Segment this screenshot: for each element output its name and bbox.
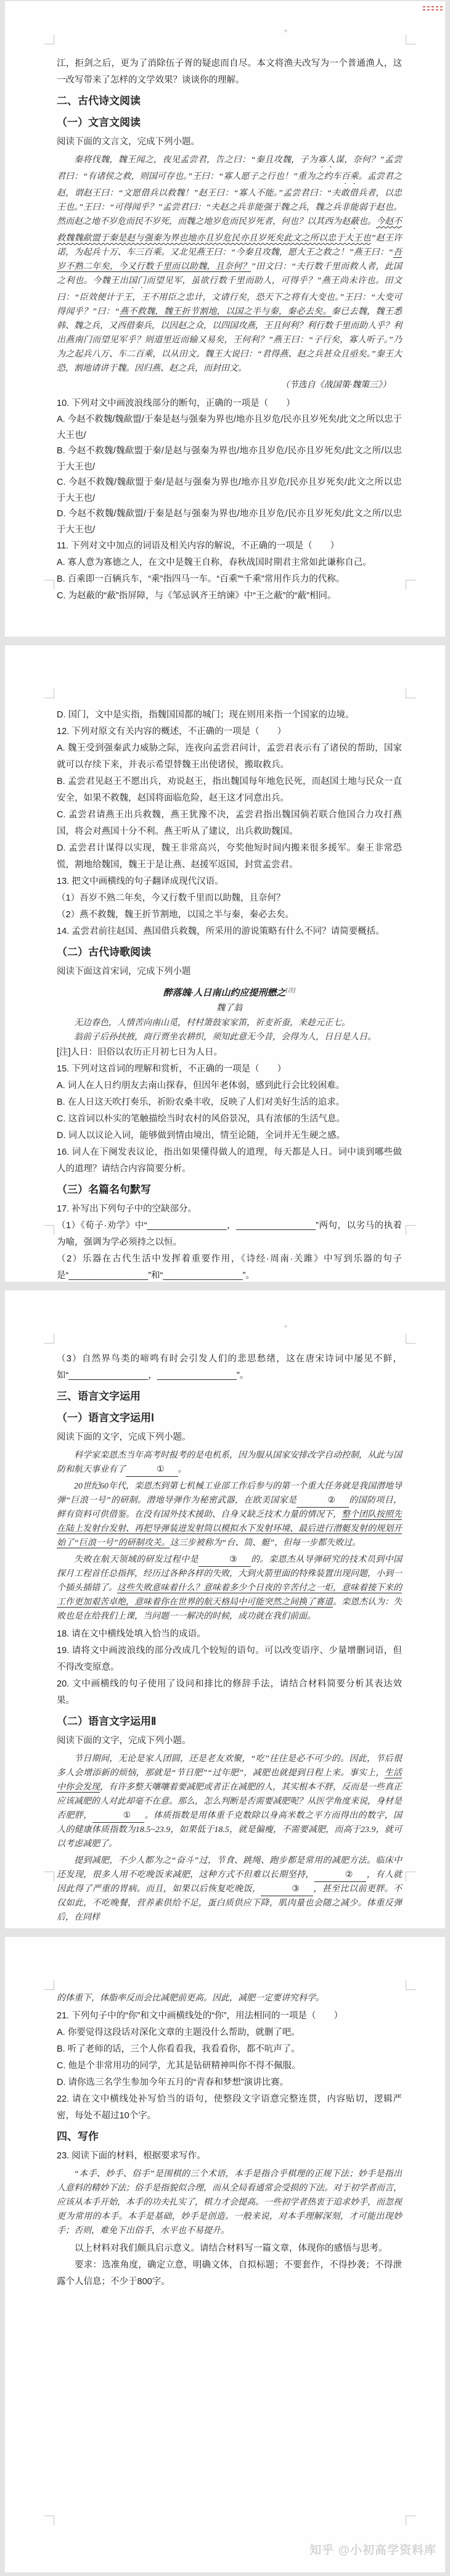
essay-instruction: 以上材料对我们颇具启示意义。请结合材料写一篇文章，体现你的感悟与思考。 xyxy=(75,2244,388,2253)
option-12-c: C. 孟尝君请燕王出兵救魏，燕王犹豫不决，孟尝君指出魏国倘若联合他国合力攻打燕国，将会对燕国十分不利。燕王听从了建议，出兵救助魏国。 xyxy=(57,810,402,836)
margin-mark-icon xyxy=(44,2516,54,2525)
language-passage-2-continuation: 的体重下，体脂率反而会比减肥前更高。因此，减肥一定要讲究科学。 xyxy=(57,1994,324,2003)
passage-segment: 秦将伐魏，魏王闻之，夜见孟尝君，告之曰：“秦且攻魏，子为 xyxy=(74,155,318,165)
circled-number-1: ① xyxy=(123,1811,131,1820)
zhihu-watermark: 知乎 @小初高学资料库 xyxy=(309,2544,436,2557)
subsection-heading-classical-prose: （一）文言文阅读 xyxy=(57,117,141,128)
language-passage-2-para-1 xyxy=(57,1752,402,1851)
margin-mark-icon xyxy=(406,1334,415,1344)
option-15-d: D. 词人以议论入词，能够做到情由境出，情至论随，全词并无生硬之感。 xyxy=(57,1131,346,1141)
passage-segment: 的。栾恩杰从导弹研究的技术员到中国探月工程首任总指挥，经历过各种各样的失败，大到火箭里面的特殊装置出现问题，小到一个插头插错了。 xyxy=(57,1555,403,1593)
question-9-tail: 江，拒剑之后，更为了消除伍子胥的疑虑而自尽。本文将渔夫改写为一个普通渔人，这一改写带来了怎样的文学效果？谈谈你的理解。 xyxy=(57,59,402,85)
fill-blank-1 xyxy=(126,1464,178,1477)
option-21-a: A. 你要觉得这段话对深化文章的主题没什么帮助，就删了吧。 xyxy=(57,2028,300,2037)
poem-footnote: [注]人日：旧俗以农历正月初七日为人日。 xyxy=(57,1047,223,1057)
language-passage-2-para-2 xyxy=(57,1854,402,1925)
passage-segment: 。体质指数是用体重千克数除以身高米数之平方而得出的数字，国人的健康体质指数为18.5~23.9，如果低于18.5，就是偏瘦，不需要减肥，而高于23.9，就可以考虑减肥了。 xyxy=(57,1811,403,1849)
question-13-sentence-2: （2）燕不救魏，魏王折节割地，以国之半与秦，秦必去矣。 xyxy=(57,910,295,920)
underlined-long-sentence: 整个团队按照先在陆上发射台发射、再把导弹装进发射筒以模拟水下发射环境、最后进行潜艇发射的规划开始了“巨浪一号”的研制攻关。 xyxy=(57,1510,402,1548)
passage-segment: 秦已去魏，魏王悉韩、魏之兵，又西借秦兵，以因赵之众，以四国攻燕，王且何利？利行数千里而助人乎？利出燕南门而望见军乎？则道里近而输又易矣，王何利？”燕王曰：“子行矣，寡人听子。”乃为之起兵八万、车二百乘，以从田文。魏王大说曰：“君得燕、赵之兵甚众且亟矣。”秦王大恐，割地请讲于魏。因归燕、赵之兵，而封田文。 xyxy=(57,307,403,373)
question-10-stem: 10. 下列对文中画波浪线部分的断句，正确的一项是（ ） xyxy=(57,398,295,408)
question-22-stem: 22. 请在文中横线处补写恰当的语句，使整段文字语意完整连贯，内容贴切，逻辑严密，每处不超过10个字。 xyxy=(57,2094,402,2121)
page-2 xyxy=(5,645,445,1282)
poem-title-note-marker: [注] xyxy=(285,987,296,993)
language-passage-1-para-1 xyxy=(57,1448,402,1477)
margin-mark-icon xyxy=(44,1334,54,1344)
circled-number-3: ③ xyxy=(229,1555,237,1564)
fill-blank-2 xyxy=(314,1869,367,1882)
passage-segment: 这三步被称为“台、筒、艇”，但每一步都失败过。 xyxy=(170,1538,361,1548)
poem-author: 魏了翁 xyxy=(216,1004,242,1013)
section-heading-ancient-reading: 二、古代诗文阅读 xyxy=(57,95,141,107)
question-17-item-3: （3）自然界鸟类的啼鸣有时会引发人们的悲思愁绪，这在唐宋诗词中屡见不鲜，如“________________，________________”。 xyxy=(57,1354,402,1381)
passage-segment: 。 xyxy=(178,1465,187,1474)
fill-blank-2 xyxy=(297,1495,349,1508)
option-10-d: D. 今赵不救魏/魏歃盟/于秦是赵与强秦为界也/地亦且岁危/民亦且岁死矣/此文之所/以忠于大王也/ xyxy=(57,509,402,535)
passage-segment: ，有许多整天嚷嚷着要减肥或者正在减肥的人，其实根本不胖，反而是一些真正应该减肥的人对此却毫不在意。那么，怎么判断是否需要减肥呢？从医学角度来说，身材是否肥胖， xyxy=(57,1783,402,1820)
option-11-c: C. 为赵蔽的“蔽”指屏障，与《邹忌讽齐王纳谏》中“王之蔽”的“蔽”相同。 xyxy=(57,591,337,601)
option-15-c: C. 这首词以朴实的笔触描绘当时农村的风俗景况，具有浓郁的生活气息。 xyxy=(57,1114,346,1124)
option-11-d: D. 国门，文中是实指，指魏国国都的城门；现在则用来指一个国家的边境。 xyxy=(57,710,354,720)
fill-blank-3 xyxy=(261,1883,313,1896)
subsection-heading-ancient-poetry: （二）古代诗歌阅读 xyxy=(57,946,151,958)
subsection-heading-language-use-2: （二）语言文字运用Ⅱ xyxy=(57,1715,157,1727)
margin-mark-icon xyxy=(44,688,54,698)
margin-mark-icon xyxy=(406,2516,415,2525)
question-11-stem: 11. 下列对文中加点的词语及相关内容的解说，不正确的一项是（ ） xyxy=(57,541,340,551)
passage-segment: 。栾恩杰认为：失败也是在给我们上课，当问题一一解决的时候，成功就在我们前面。 xyxy=(57,1598,402,1621)
page-1 xyxy=(5,1,445,637)
margin-mark-icon xyxy=(44,580,54,590)
registration-plus-icon: + xyxy=(284,1322,288,1331)
passage-segment: 也。 xyxy=(359,217,376,226)
option-12-b: B. 孟尝君见赵王不愿出兵，劝说赵王，指出魏国每年地危民死，而赵国土地与民众一直安全，如果不救魏，赵国将面临危险，赵王这才同意出兵。 xyxy=(57,777,402,803)
reading-instruction: 阅读下面的文字，完成下列小题。 xyxy=(57,1736,191,1746)
dotted-term-guomen: 国门 xyxy=(128,276,147,286)
passage-segment: 节日期间，无论是家人团圆，还是老友欢聚，“吃”往往是必不可少的。因此，节后很多人会增添新的烦恼，那就是“节日肥”“过年肥”，减肥也就提到日程上来。事实上， xyxy=(57,1754,402,1778)
option-10-b: B. 今赵不救魏/魏歃盟于秦/是赵与强秦为界也/地亦且岁危/民亦且岁死矣/此文之所/以忠于大王也/ xyxy=(57,446,402,472)
question-13-stem: 13. 把文中画横线的句子翻译成现代汉语。 xyxy=(57,877,224,886)
page-3 xyxy=(5,1290,445,1928)
underlined-sentence-2: 燕不救魏，魏王折节割地，以国之半与秦，秦必去矣。 xyxy=(119,307,332,316)
question-15-stem: 15. 下列对这首词的理解和赏析，不正确的一项是（ ） xyxy=(57,1064,287,1074)
reading-instruction: 阅读下面的文言文，完成下列小题。 xyxy=(57,137,200,147)
classical-passage xyxy=(57,153,402,376)
subsection-heading-dictation: （三）名篇名句默写 xyxy=(57,1184,151,1195)
margin-mark-icon xyxy=(406,580,415,590)
fill-blank-1 xyxy=(92,1810,145,1823)
margin-mark-icon xyxy=(406,688,415,698)
margin-mark-icon xyxy=(406,1225,415,1235)
passage-segment: 失败在航天领域的研发过程中是 xyxy=(74,1555,199,1564)
underlined-rhetoric-sentence: 这些失败意味着什么？意味着多少个日夜的辛苦付之一炬，意味着接下来的工作更加艰苦卓绝，意味着你在世界的航天格局中可能突然之间换了赛道 xyxy=(57,1583,402,1607)
dotted-term-bi: 蔽 xyxy=(350,217,359,226)
margin-mark-icon xyxy=(406,35,415,44)
option-15-b: B. 在人日这天吹打奏乐，祈盼农桑丰收，反映了人们对美好生活的追求。 xyxy=(57,1097,345,1107)
page-4 xyxy=(5,1937,445,2572)
passage-segment: ”赵王许诺，为起兵十万、车三百乘。又北见燕王曰：“今秦且攻魏，愿大王之救之！”燕王曰：“ xyxy=(57,234,402,257)
circled-number-2: ② xyxy=(327,1496,335,1505)
option-11-b: B. 百乘即一百辆兵车，“乘”指四马一车。“百乘”“千乘”常用作兵力的代称。 xyxy=(57,574,345,584)
margin-mark-icon xyxy=(406,1980,415,1990)
question-17-item-2: （2）乐器在古代生活中发挥着重要作用，《诗经·周南·关雎》中写到乐器的句子是“________________”和“________________”。 xyxy=(57,1254,402,1281)
poem-title xyxy=(57,982,402,1001)
question-20-stem: 20. 文中画横线的句子使用了设问和排比的修辞手法，请结合材料简要分析其表达效果。 xyxy=(57,1679,402,1706)
margin-mark-icon xyxy=(44,1980,54,1990)
option-12-d: D. 孟尝君计谋得以实现，魏王非常高兴，夸奖他短时间内搬来很多援军。秦王非常恐慌，割地给魏国，魏王于是让燕、赵援军返国，封赏孟尝君。 xyxy=(57,843,402,870)
poem-line-1: 无边春色，人情苦向南山觅，村村箫鼓家家笛，祈麦祈蚕，来趁元正七。 xyxy=(74,1018,350,1028)
underlined-ni-clause: 生活中你会发现 xyxy=(57,1769,402,1792)
option-21-b: B. 听了老师的话，三个人你看看我，我看看你，都不吭声了。 xyxy=(57,2044,300,2054)
circled-number-2: ② xyxy=(345,1870,353,1880)
margin-mark-icon xyxy=(44,1872,54,1881)
reading-instruction: 阅读下面的文字，完成下列小题。 xyxy=(57,1432,191,1442)
reading-instruction: 阅读下面这首宋词，完成下列小题 xyxy=(57,967,191,976)
option-10-a: A. 今赵不救魏/魏歃盟/于秦是赵与强秦为界也/地亦且岁危/民亦且岁死矣/此文之所以忠于大王也/ xyxy=(57,415,402,440)
wavy-underlined-clause: 今赵不救魏魏歃盟于秦是赵与强秦为界也地亦且岁危民亦且岁死矣此文之所以忠于大王也 xyxy=(57,217,402,243)
section-heading-language-use: 三、语言文字运用 xyxy=(57,1390,141,1402)
question-23-stem: 23. 阅读下面的材料，根据要求写作。 xyxy=(57,2151,206,2161)
subsection-heading-language-use-1: （一）语言文字运用Ⅰ xyxy=(57,1412,155,1424)
margin-mark-icon xyxy=(44,1225,54,1235)
essay-material: “本手、妙手、俗手”是围棋的三个术语，本手是指合乎棋理的正规下法；妙手是指出人意料的精妙下法；俗手是指貌似合理，而从全局看通常会受损的下法。对于初学者而言，应该从本手开始，本手的功夫扎实了，棋力才会提高。一些初学者热衷于追求妙手，而忽视更为常用的本手。本手是基础，妙手是创造。一般来说，对本手理解深刻，才可能出现妙手；否则，难免下出俗手，水平也不易提升。 xyxy=(57,2169,402,2235)
option-11-a: A. 寡人意为寡德之人，在文中是魏王自称，春秋战国时期君主常如此谦称自己。 xyxy=(57,558,372,568)
fill-blank-3 xyxy=(198,1554,251,1567)
passage-segment: 谋，奈何？”孟尝君曰：“有诸侯之救，则国可存也。”王曰：“寡人愿子之行也！”重为之约车 xyxy=(57,155,402,181)
passage-segment: ”田文曰：“夫行数千里而救人者，此国之利也。今魏王出 xyxy=(57,262,403,286)
option-12-a: A. 魏王受到强秦武力威胁之际，连夜向孟尝君问计，孟尝君表示有了诸侯的帮助，国家就可以存续下来，并表示希望替魏王出使诸侯，搬取救兵。 xyxy=(57,743,402,770)
option-21-c: C. 他是个非常用功的同学，尤其是钻研精神叫你不得不佩服。 xyxy=(57,2061,301,2071)
passage-segment: 提到减肥，不少人都为之“奋斗”过，节食、跳绳、跑步都是常用的减肥方法。临床中还发现，很多人用不吃晚饭来减肥，这种方式不但难以长期坚持， xyxy=(57,1856,402,1880)
question-18-stem: 18. 请在文中横线处填入恰当的成语。 xyxy=(57,1629,206,1639)
dotted-term-guaren: 寡人 xyxy=(317,155,335,165)
question-21-stem: 21. 下列句子中的“你”和文中画横线处的“你”，用法相同的一项是（ ） xyxy=(57,2011,343,2021)
question-12-stem: 12. 下列对原文有关内容的概述，不正确的一项是（ ） xyxy=(57,727,287,737)
underlined-sentence-1: 吾岁不熟二年矣，今又行数千里而以助魏，且奈何？ xyxy=(57,248,403,271)
margin-mark-icon xyxy=(44,35,54,44)
question-17-stem: 17. 补写出下列句子中的空缺部分。 xyxy=(57,1204,197,1214)
passage-segment: ，甚至比以前更胖。不仅如此，不吃晚餐，营养素供给不足，蛋白质供应下降，肌肉量也会随之减少。体重反弹后，在同样 xyxy=(57,1885,403,1922)
circled-number-3: ③ xyxy=(292,1885,300,1894)
passage-segment: 。孟尝君之赵，谓赵王曰：“文愿借兵以救魏！”赵王曰：“寡人不能。”孟尝君曰：“夫敢借兵者，以忠王也。”王曰：“可得闻乎？”孟尝君曰：“夫赵之兵非能强于魏之兵，魏之兵非能弱于赵也。然而赵之地不岁危而民不岁死，而魏之地岁危而民岁死者，何也？以其西为赵 xyxy=(57,172,402,226)
passage-segment: 科学家栾恩杰当年高考时报考的是电机系，因为服从国家安排改学自动控制，从此与国防和航天事业有了 xyxy=(57,1451,402,1474)
passage-segment: 的国防项目，鲜有资料可供借鉴。在没有国外技术援助、自身又缺乏技术力量的情况下， xyxy=(57,1496,402,1519)
circled-number-1: ① xyxy=(157,1465,165,1474)
option-10-c: C. 今赵不救魏/魏歃盟于秦/是赵与强秦为界也/地亦且岁危/民亦且岁死矣/此文之所以忠于大王也/ xyxy=(57,477,402,503)
question-17-item-1: （1）《荀子·劝学》中“________________，________________”两句，以劣马的执着为喻，强调为学必须持之以恒。 xyxy=(57,1221,402,1247)
poem-line-2: 翁前子后孙扶掖，商行贾坐农耕织，须知此意无今昔，会得为人，日日是人日。 xyxy=(74,1033,376,1042)
section-heading-writing: 四、写作 xyxy=(57,2131,99,2142)
red-scan-marks xyxy=(423,4,444,13)
language-passage-1-para-3 xyxy=(57,1553,402,1624)
passage-segment: 20世纪60年代，栾恩杰到第七机械工业部工作后参与的第一个重大任务就是我国潜地导弹“巨浪一号”的研制。潜地导弹作为秘密武器，在欧美国家是 xyxy=(57,1482,402,1505)
question-14-stem: 14. 孟尝君前往赵国、燕国借兵救魏，所采用的游说策略有什么不同？请简要概括。 xyxy=(57,927,385,936)
registration-plus-icon: + xyxy=(284,27,288,35)
language-passage-1-para-2 xyxy=(57,1479,402,1550)
passage-source: （节选自《战国策·魏策三》） xyxy=(280,381,391,390)
passage-segment: ，有人就因此得了严重的胃病。而且，如果以后恢复吃晚饭， xyxy=(57,1870,403,1894)
question-16-stem: 16. 词人在下阕发表议论，指出如果懂得做人的道理，每天都是人日。词中谈到哪些做人的道理？请结合内容简要分析。 xyxy=(57,1147,402,1174)
essay-requirements: 要求：选准角度，确定立意，明确文体，自拟标题；不要套作，不得抄袭；不得泄露个人信息；不少于800字。 xyxy=(57,2260,402,2287)
passage-segment: 而望见军，虽欲行数千里而助人，可得乎？”燕王尚未许也。田文曰：“臣效便计于王，王不用臣之忠计，文请行矣，恐天下之将有大变也。”王曰：“大变可得闻乎？”曰：“ xyxy=(57,276,403,316)
dotted-term-baicheng: 百乘 xyxy=(341,172,359,181)
margin-mark-icon xyxy=(406,1872,415,1881)
question-13-sentence-1: （1）吾岁不熟二年矣，今又行数千里而以助魏，且奈何？ xyxy=(57,893,285,903)
option-15-a: A. 词人在人日约朋友去南山探春，但因年老体弱，感到此行会比较困难。 xyxy=(57,1081,345,1091)
question-19-stem: 19. 请将文中画波浪线的部分改成几个较短的语句。可以改变语序、少量增删词语，但不得改变原意。 xyxy=(57,1646,402,1672)
poem-title-text: 醉落魄·人日南山约应提刑懋之 xyxy=(163,988,286,998)
option-21-d: D. 请你选三名学生参加今年五月的“青春和梦想”演讲比赛。 xyxy=(57,2078,289,2087)
